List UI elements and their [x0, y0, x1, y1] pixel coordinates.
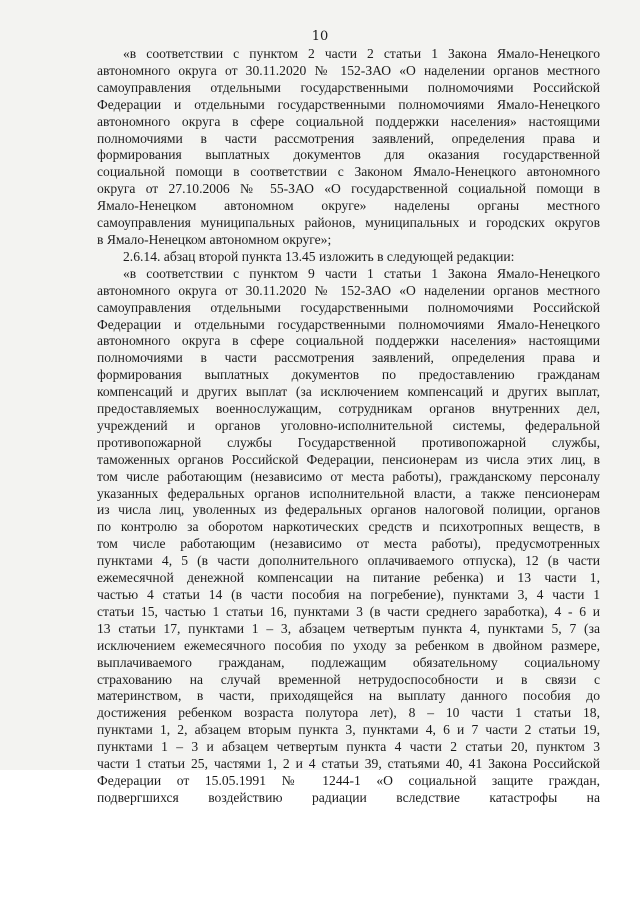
text-line: автономного округа от 30.11.2020 № 152-ЗАО «О наделении органов местного: [97, 62, 600, 78]
text-line: пунктами 1, 2, абзацем вторым пункта 3, пунктами 4, 6 и 7 части 2 статьи 19,: [97, 722, 600, 738]
text-line: формирования выплатных документов по предоставлению гражданам: [97, 367, 600, 383]
text-line: полномочиями в части рассмотрения заявлений, определения права и: [97, 350, 600, 366]
text-line: самоуправления муниципальных районов, муниципальных и городских округов: [97, 215, 600, 231]
text-line: ежемесячной денежной компенсации на питание ребенка) и 13 части 1,: [97, 570, 600, 586]
text-line: Федерации и отдельными государственными полномочиями Ямало-Ненецкого: [97, 316, 600, 332]
text-line: материнством, в части, приходящейся на выплату данного пособия до: [97, 688, 600, 704]
text-line: предоставляемых военнослужащим, сотрудникам органов внутренних дел,: [97, 401, 600, 417]
text-line: том числе работающим (независимо от места работы), предусмотренных: [97, 536, 600, 552]
text-line: по контролю за оборотом наркотических средств и психотропных веществ, в: [97, 519, 600, 535]
text-line: статьи 15, частью 1 статьи 16, пунктами 3 (в части среднего заработка), 4 - 6 и: [97, 603, 600, 619]
text-line: в Ямало-Ненецком автономном округе»;: [97, 231, 332, 247]
text-line: 2.6.14. абзац второй пункта 13.45 изложить в следующей редакции:: [123, 248, 515, 264]
text-line: автономного округа от 30.11.2020 № 152-ЗАО «О наделении органов местного: [97, 282, 600, 298]
text-line: «в соответствии с пунктом 2 части 2 статьи 1 Закона Ямало-Ненецкого: [123, 46, 600, 61]
text-line: полномочиями в части рассмотрения заявлений, определения права и: [97, 130, 600, 146]
text-line: Федерации от 15.05.1991 № 1244-1 «О социальной защите граждан,: [97, 772, 600, 788]
text-line: противопожарной службы Государственной противопожарной службы,: [97, 434, 600, 450]
text-line: социальной помощи в соответствии с Законом Ямало-Ненецкого автономного: [97, 164, 600, 180]
text-line: пунктами 1 – 3 и абзацем четвертым пункта 4 части 2 статьи 20, пунктом 3: [97, 739, 600, 755]
text-line: учреждений и органов уголовно-исполнительной системы, федеральной: [97, 417, 600, 433]
text-line: таможенных органов Российской Федерации, пенсионерам из числа этих лиц, в: [97, 451, 600, 467]
text-line: автономного округа в сфере социальной поддержки населения» настоящими: [97, 333, 600, 349]
text-line: «в соответствии с пунктом 9 части 1 статьи 1 Закона Ямало-Ненецкого: [123, 265, 600, 281]
text-line: самоуправления отдельными государственными полномочиями Российской: [97, 79, 600, 95]
text-line: 13 статьи 17, пунктами 1 – 3, абзацем четвертым пункта 4, пунктами 5, 7 (за: [97, 620, 600, 636]
text-line: страхованию на случай временной нетрудоспособности и в связи с: [97, 671, 600, 687]
text-line: том числе работающим (независимо от места работы), гражданскому персоналу: [97, 468, 600, 484]
text-line: выплачиваемого гражданам, подлежащим обязательному социальному: [97, 654, 600, 670]
text-line: частью 4 статьи 14 (в части пособия на погребение), пунктами 3, 4 части 1: [97, 587, 600, 602]
text-line: подвергшихся воздействию радиации вследствие катастрофы на: [97, 789, 600, 805]
text-line: компенсаций и других выплат (за исключением компенсаций и других выплат,: [97, 384, 600, 400]
text-line: округа от 27.10.2006 № 55-ЗАО «О государственной социальной помощи в: [97, 181, 600, 197]
document-body: [97, 46, 600, 807]
text-line: Федерации и отдельными государственными полномочиями Ямало-Ненецкого: [97, 96, 600, 112]
text-line: исключением ежемесячного пособия по уходу за ребенком в двойном размере,: [97, 637, 600, 653]
text-line: автономного округа в сфере социальной поддержки населения» настоящими: [97, 113, 600, 129]
text-line: достижения ребенком возраста полутора лет), 8 – 10 части 1 статьи 18,: [97, 705, 600, 721]
text-line: из числа лиц, уволенных из федеральных органов налоговой полиции, органов: [97, 502, 600, 518]
text-line: части 1 статьи 25, частями 1, 2 и 4 статьи 39, статьями 40, 41 Закона Российской: [97, 756, 600, 772]
page-number: 10: [311, 29, 329, 44]
text-line: самоуправления отдельными государственными полномочиями Российской: [97, 299, 600, 315]
text-line: формирования выплатных документов для оказания государственной: [97, 147, 600, 163]
text-line: пунктами 4, 5 (в части дополнительного оплачиваемого отпуска), 12 (в части: [97, 553, 600, 569]
text-line: указанных федеральных органов исполнительной власти, а также пенсионерам: [97, 485, 600, 501]
text-line: Ямало-Ненецком автономном округе» наделены органы местного: [97, 198, 600, 214]
